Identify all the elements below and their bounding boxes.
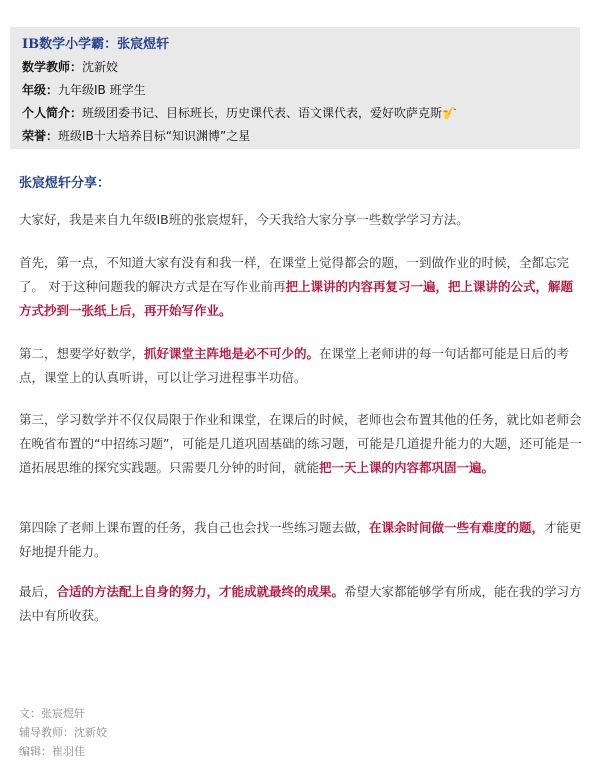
grade-row xyxy=(22,83,580,98)
section-title: 张宸煜轩分享： xyxy=(19,176,111,191)
paragraph-fourth xyxy=(19,516,584,564)
grade-value: 九年级IB 班学生 xyxy=(58,83,146,97)
paragraph-text: 希望大家都能够学有所成，能在我的学习方法中有所收获。 xyxy=(19,584,582,623)
highlight-text: 在课余时间做一些有难度的题， xyxy=(369,520,545,535)
teacher-row xyxy=(22,60,580,75)
highlight-text: 把一天上课的内容都巩固一遍。 xyxy=(319,460,495,475)
paragraph-text: 第三，学习数学并不仅仅局限于作业和课堂，在课后的时候，老师也会布置其他的任务，就比如老师会在晚省布置的“中招练习题”，可能是几道巩固基础的练习题，可能是几道提升能力的大题，还可能是一道拓展思维的探究实践题。只需要几分钟的时间，就能 xyxy=(19,412,582,475)
credit-tutor: 辅导教师：沈新姣 xyxy=(19,726,107,739)
teacher-label: 数学教师： xyxy=(22,60,83,74)
profile-title: IB数学小学霸：张宸煜轩 xyxy=(22,37,170,52)
paragraph-text: 第二，想要学好数学， xyxy=(19,346,145,361)
intro-label: 个人简介： xyxy=(22,106,83,120)
paragraph-text: 最后， xyxy=(19,584,57,599)
paragraph-text: 才能更好地提升能力。 xyxy=(19,520,582,559)
paragraph-text: 第四除了老师上课布置的任务，我自己也会找一些练习题去做， xyxy=(19,520,370,535)
honor-row xyxy=(22,129,580,144)
intro-row xyxy=(22,106,580,121)
credit-editor: 编辑：崔羽佳 xyxy=(19,745,85,758)
paragraph-intro xyxy=(19,208,584,232)
paragraph-second xyxy=(19,342,584,390)
paragraph-text: 在课堂上老师讲的每一句话都可能是日后的考点，课堂上的认真听讲，可以让学习进程事半功倍。 xyxy=(19,346,570,385)
highlight-text: 合适的方法配上自身的努力，才能成就最终的成果。 xyxy=(56,584,345,599)
honor-label: 荣誉： xyxy=(22,129,59,143)
highlight-text: 抓好课堂主阵地是必不可少的。 xyxy=(144,346,320,361)
paragraph-text: 首先，第一点，不知道大家有没有和我一样，在课堂上觉得都会的题，一到做作业的时候，全都忘完了。 对于这种问题我的解决方式是在写作业前再 xyxy=(19,255,570,294)
teacher-value: 沈新姣 xyxy=(82,60,119,74)
intro-value: 班级团委书记、目标班长，历史课代表、语文课代表，爱好吹萨克斯🎷 xyxy=(82,106,457,120)
profile-card xyxy=(10,27,580,149)
paragraph-final xyxy=(19,580,584,628)
paragraph-first xyxy=(19,251,584,323)
grade-label: 年级： xyxy=(22,83,59,97)
highlight-text: 把上课讲的内容再复习一遍，把上课讲的公式，解题方式抄到一张纸上后，再开始写作业。 xyxy=(19,279,573,318)
credit-author: 文：张宸煜轩 xyxy=(19,707,85,720)
credits xyxy=(19,704,107,761)
paragraph-third xyxy=(19,408,584,480)
paragraph-text: 大家好，我是来自九年级IB班的张宸煜轩，今天我给大家分享一些数学学习方法。 xyxy=(19,212,469,227)
honor-value: 班级IB十大培养目标“知识渊博”之星 xyxy=(58,129,251,143)
